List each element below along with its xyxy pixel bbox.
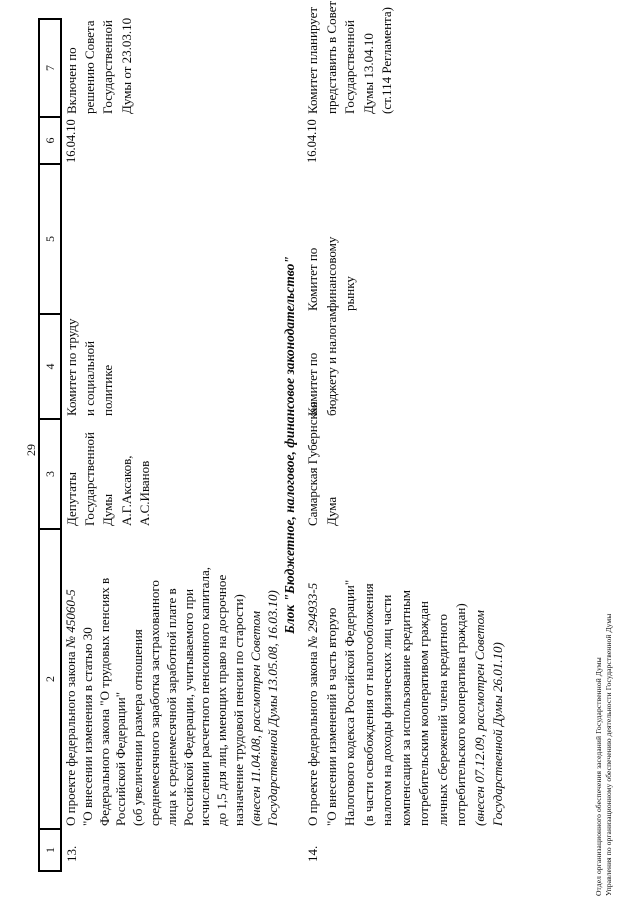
text-line: и социальной — [82, 340, 98, 416]
text-line: О проекте федерального закона № 45060-5 — [63, 589, 78, 826]
text-line: рынку — [342, 276, 358, 311]
text-line: Депутаты — [64, 472, 79, 526]
text-line: представить в Совет — [323, 0, 339, 114]
text-line: (ст.114 Регламента) — [379, 7, 395, 114]
table-row-13 — [61, 19, 281, 871]
table-row-14 — [303, 19, 545, 871]
text-line: назначение трудовой пенсии по старости) — [230, 594, 246, 826]
text-line: Российской Федерации, учитываемого при — [180, 588, 196, 826]
text-line: Комитет по — [305, 247, 321, 311]
text-line: Думы — [100, 493, 116, 526]
text-line: А.С.Иванов — [136, 460, 152, 526]
footer-line-2: Управления по организационному обеспечению деятельности Государственной Думы — [603, 613, 613, 896]
table-header-row — [39, 19, 61, 871]
legislation-table — [38, 0, 545, 872]
row-14-status-note — [303, 0, 545, 117]
text-line: (об увеличении размера отношения — [130, 629, 146, 826]
row-13-bill-description — [61, 529, 281, 829]
header-cell-2: 2 — [39, 529, 61, 829]
text-line: личных сбережений члена кредитного — [434, 614, 450, 826]
text-line: Государственной Думы 13.05.08, 16.03.10) — [264, 590, 280, 826]
header-cell-7: 7 — [39, 19, 61, 117]
text-line: Включен по — [64, 47, 79, 114]
row-13-status-note — [61, 19, 281, 117]
text-line: Комитет по труду — [64, 318, 79, 416]
text-line: Федерального закона "О трудовых пенсиях в — [96, 577, 112, 826]
text-line: Государственной — [100, 19, 116, 114]
text-line: Государственной — [82, 431, 98, 526]
row-14-review-date: 16.04.10 — [305, 119, 320, 163]
row-14-initiator — [303, 401, 545, 529]
text-line: (внесен 07.12.09, рассмотрен Советом — [471, 610, 487, 826]
header-cell-1: 1 — [39, 829, 61, 871]
row-14-responsible-committee — [303, 308, 545, 419]
text-line: Дума — [323, 496, 339, 526]
page-footer — [594, 614, 613, 896]
text-line: Государственной — [342, 19, 358, 114]
text-line: "О внесении изменений в часть вторую — [323, 607, 339, 826]
text-line: потребительским кооперативом граждан — [416, 600, 432, 826]
text-line: (в части освобождения от налогообложения — [360, 583, 376, 826]
text-line: бюджету и налогам — [323, 308, 339, 416]
text-line: Думы 13.04.10 — [360, 33, 376, 114]
header-cell-6: 6 — [39, 117, 61, 164]
text-line: политике — [100, 364, 116, 416]
text-line: Российской Федерации" — [113, 691, 129, 826]
row-13-item-number: 13. — [64, 845, 79, 862]
row-14-item-number: 14. — [305, 845, 321, 862]
footer-line-1: Отдел организационного обеспечения заседаний Государственной Думы — [594, 657, 603, 896]
text-line: "О внесении изменения в статью 30 — [79, 627, 95, 826]
text-line: лица к среднемесячной заработной плате в — [163, 588, 179, 826]
text-line: финансовому — [323, 236, 339, 311]
text-line: до 1,5 для лиц, имеющих право на досрочное — [214, 574, 230, 826]
row-13-responsible-committee — [61, 314, 281, 419]
text-line: среднемесячного заработка застрахованного — [146, 580, 162, 826]
header-cell-5: 5 — [39, 164, 61, 314]
section-header-row — [281, 19, 303, 871]
text-line: (внесен 11.04.08, рассмотрен Советом — [247, 610, 263, 826]
text-line: компенсации за использование кредитным — [397, 589, 413, 826]
row-14-bill-description — [303, 529, 545, 829]
text-line: потребительского кооператива граждан) — [453, 603, 469, 826]
row-13-initiator — [61, 419, 281, 529]
text-line: О проекте федерального закона № 294933-5 — [305, 582, 321, 826]
page-number: 29 — [24, 444, 38, 456]
text-line: А.Г.Аксаков, — [118, 455, 134, 526]
text-line: Самарская Губернская — [305, 401, 321, 526]
text-line: исчислении расчетного пенсионного капитала, — [197, 566, 213, 826]
row-13-review-date: 16.04.10 — [64, 119, 78, 163]
row-14-co-committee — [303, 164, 545, 314]
text-line: налогом на доходы физических лиц части — [379, 594, 395, 826]
header-cell-4: 4 — [39, 314, 61, 419]
text-line: Налогового кодекса Российской Федерации" — [342, 579, 358, 826]
text-line: решению Совета — [82, 20, 98, 114]
row-13-co-committee — [61, 164, 281, 314]
text-line: Думы от 23.03.10 — [118, 17, 134, 114]
text-line: Комитет по — [305, 352, 321, 416]
text-line: Государственной Думы 26.01.10) — [490, 642, 506, 826]
header-cell-3: 3 — [39, 419, 61, 529]
text-line: Комитет планирует — [305, 6, 321, 114]
section-header: Блок "Бюджетное, налоговое, финансовое законодательство" — [282, 256, 298, 634]
